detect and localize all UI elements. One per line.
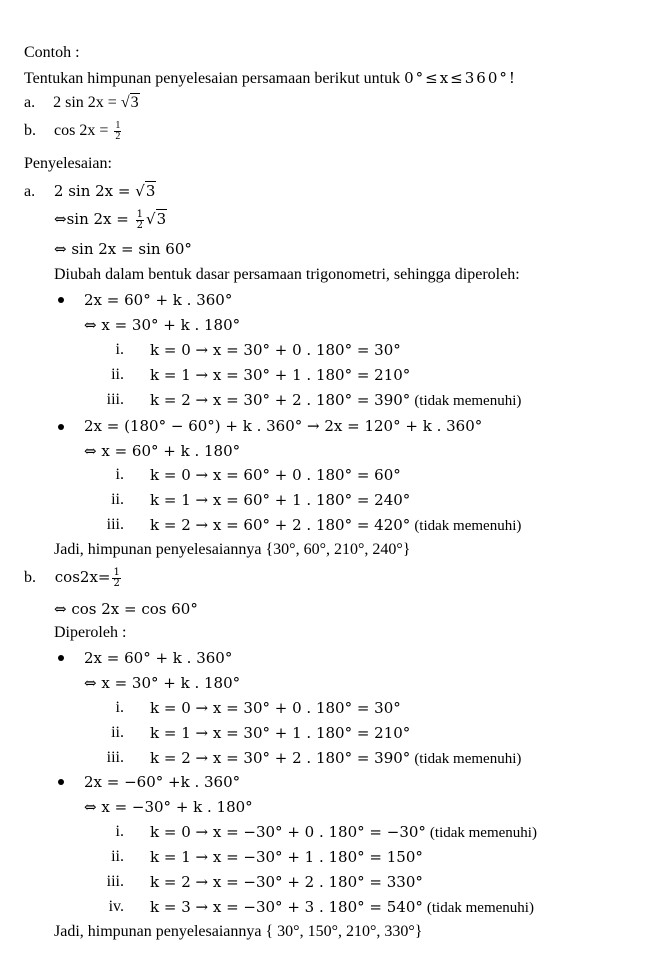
item-number: iii. (106, 391, 124, 408)
part-a-case1-simplified: ⇔ x = 30° + k . 180° (84, 316, 241, 334)
solution-title: Penyelesaian: (24, 155, 112, 172)
item-number: ii. (111, 491, 124, 508)
fraction-numerator: 1 (115, 119, 121, 131)
fraction-denominator: 2 (136, 219, 143, 231)
item-equation: k = 1 → x = −30° + 1 . 180° = 150° (150, 848, 423, 866)
item-equation: k = 0 → x = −30° + 0 . 180° = −30° (150, 823, 426, 841)
item-equation: k = 0 → x = 30° + 0 . 180° = 30° (150, 699, 401, 717)
example-heading: Contoh : (24, 44, 80, 61)
item-number: i. (115, 823, 124, 840)
part-a-case2-equation: 2x = (180° − 60°) + k . 360° → 2x = 120° + k . 360° (84, 417, 483, 435)
list-item (150, 821, 537, 844)
fraction (112, 568, 120, 589)
part-a-line2-lhs: ⇔sin 2x = (54, 210, 129, 228)
fraction-numerator: 1 (113, 566, 120, 578)
problem-a-radicand: 3 (130, 94, 139, 111)
item-equation: k = 2 → x = 30° + 2 . 180° = 390° (150, 391, 411, 409)
list-item (150, 747, 521, 770)
item-note: (tidak memenuhi) (414, 393, 522, 409)
part-a-line1-lhs: 2 sin 2x = (53, 182, 131, 200)
item-equation: k = 2 → x = −30° + 2 . 180° = 330° (150, 873, 423, 891)
fraction (136, 210, 144, 231)
question-main: Tentukan himpunan penyelesaian persamaan berikut untuk (24, 70, 401, 87)
bullet (58, 424, 64, 430)
list-item (150, 489, 410, 512)
sqrt-symbol: √3 (135, 182, 156, 200)
question-text (24, 67, 517, 90)
fraction-numerator: 1 (136, 208, 143, 220)
part-b-case2-equation: 2x = −60° +k . 360° (84, 773, 241, 791)
list-item (150, 722, 410, 745)
problem-a-lhs: 2 sin 2x = (53, 94, 117, 111)
part-b-case1-simplified: ⇔ x = 30° + k . 180° (84, 674, 241, 692)
item-number: ii. (111, 848, 124, 865)
fraction (114, 121, 121, 142)
problem-b-lhs: cos 2x = (54, 122, 109, 139)
item-number: i. (115, 341, 124, 358)
item-number: i. (115, 699, 124, 716)
item-note: (tidak memenuhi) (414, 751, 522, 767)
sqrt-symbol: √3 (146, 210, 167, 228)
part-a-radicand: 3 (145, 182, 156, 200)
bullet (58, 779, 64, 785)
item-equation: k = 2 → x = 60° + 2 . 180° = 420° (150, 516, 411, 534)
item-number: iii. (106, 749, 124, 766)
problem-a-label: a. (24, 94, 36, 111)
part-a-conclusion: Jadi, himpunan penyelesaiannya {30°, 60°, 210°, 240°} (54, 541, 411, 558)
item-equation: k = 1 → x = 30° + 1 . 180° = 210° (150, 366, 411, 384)
list-item (150, 389, 521, 412)
list-item (150, 697, 401, 720)
list-item (150, 514, 521, 537)
part-b-line1-lhs: cos2x= (54, 568, 111, 586)
part-a-line3: ⇔ sin 2x = sin 60° (54, 240, 192, 258)
item-equation: k = 0 → x = 60° + 0 . 180° = 60° (150, 466, 401, 484)
part-a-case2-simplified: ⇔ x = 60° + k . 180° (84, 442, 241, 460)
part-a-intro: Diubah dalam bentuk dasar persamaan trigonometri, sehingga diperoleh: (54, 266, 520, 283)
part-b-line1 (24, 566, 123, 589)
list-item (150, 846, 423, 869)
part-b-line2: ⇔ cos 2x = cos 60° (54, 600, 198, 618)
part-a-line1 (24, 180, 156, 203)
item-number: iii. (106, 516, 124, 533)
sqrt-symbol: √3 (120, 94, 139, 111)
fraction-denominator: 2 (115, 130, 121, 142)
item-note: (tidak memenuhi) (426, 900, 534, 916)
item-number: i. (115, 466, 124, 483)
part-b-label: b. (24, 569, 36, 586)
problem-a (24, 92, 140, 114)
problem-b (24, 120, 123, 142)
item-equation: k = 3 → x = −30° + 3 . 180° = 540° (150, 898, 423, 916)
question-range: 0°≤x≤360°! (404, 69, 517, 87)
item-note: (tidak memenuhi) (414, 518, 522, 534)
list-item (150, 464, 401, 487)
part-a-line2 (54, 208, 167, 231)
bullet (58, 655, 64, 661)
part-b-intro: Diperoleh : (54, 624, 127, 641)
part-b-conclusion: Jadi, himpunan penyelesaiannya { 30°, 150°, 210°, 330°} (54, 923, 423, 940)
bullet (58, 297, 64, 303)
part-a-label: a. (24, 183, 36, 200)
part-a-case1-equation: 2x = 60° + k . 360° (84, 291, 233, 309)
list-item (150, 364, 410, 387)
part-b-case1-equation: 2x = 60° + k . 360° (84, 649, 233, 667)
item-equation: k = 0 → x = 30° + 0 . 180° = 30° (150, 341, 401, 359)
list-item (150, 871, 423, 894)
part-b-case2-simplified: ⇔ x = −30° + k . 180° (84, 798, 253, 816)
problem-b-label: b. (24, 122, 36, 139)
list-item (150, 339, 401, 362)
list-item (150, 896, 534, 919)
item-note: (tidak memenuhi) (429, 825, 537, 841)
item-number: iv. (108, 898, 124, 915)
item-number: ii. (111, 724, 124, 741)
item-equation: k = 1 → x = 30° + 1 . 180° = 210° (150, 724, 411, 742)
part-a-line2-radicand: 3 (156, 210, 167, 228)
item-equation: k = 2 → x = 30° + 2 . 180° = 390° (150, 749, 411, 767)
item-equation: k = 1 → x = 60° + 1 . 180° = 240° (150, 491, 411, 509)
fraction-denominator: 2 (113, 577, 120, 589)
item-number: ii. (111, 366, 124, 383)
item-number: iii. (106, 873, 124, 890)
